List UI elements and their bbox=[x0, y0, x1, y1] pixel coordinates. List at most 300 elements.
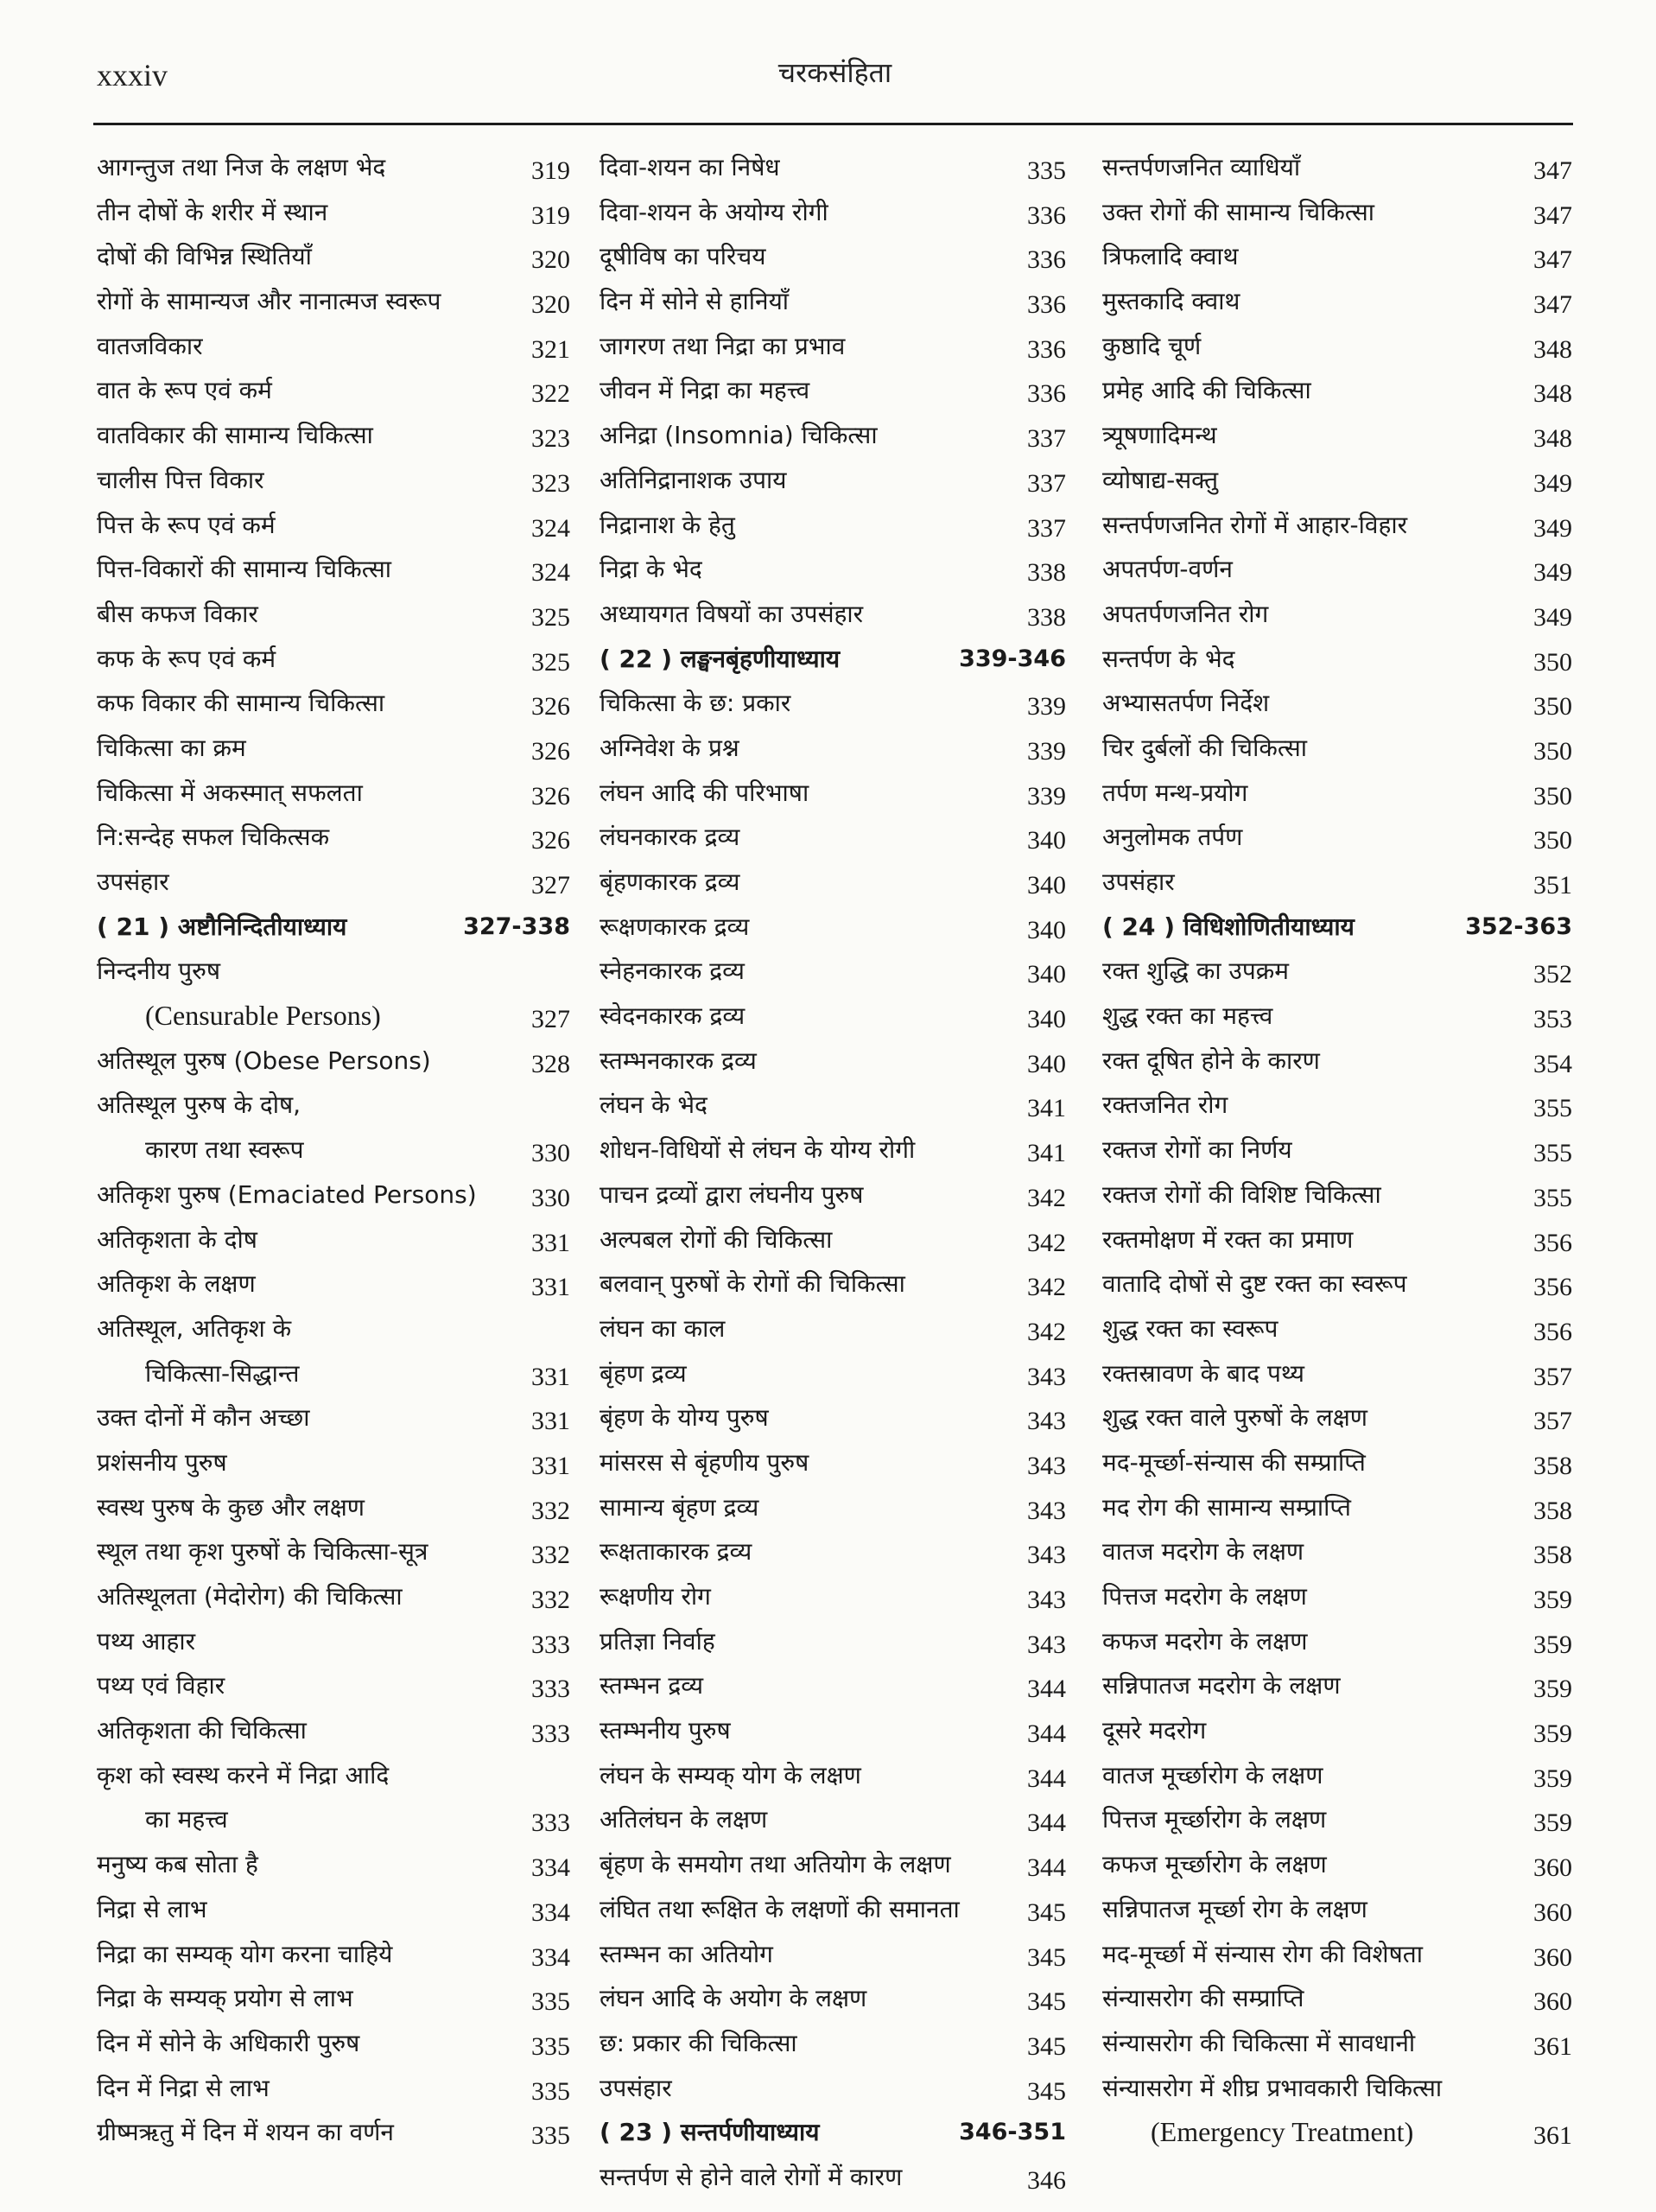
entry-page-number: 337 bbox=[1027, 424, 1066, 454]
toc-entry bbox=[600, 1083, 1066, 1128]
entry-title: पित्तज मूर्च्छारोग के लक्षण bbox=[1102, 1805, 1327, 1834]
entry-title: दिवा-शयन का निषेध bbox=[600, 153, 780, 181]
entry-title: दोषों की विभिन्न स्थितियाँ bbox=[97, 242, 312, 271]
entry-page-number: 344 bbox=[1027, 1853, 1066, 1883]
toc-entry bbox=[97, 368, 570, 413]
entry-title: अतिकृशता की चिकित्सा bbox=[97, 1716, 307, 1745]
entry-title: निद्रा के भेद bbox=[600, 555, 702, 584]
entry-page-number: 344 bbox=[1027, 1675, 1066, 1704]
toc-entry bbox=[600, 1619, 1066, 1664]
toc-entry bbox=[600, 949, 1066, 994]
entry-page-number: 326 bbox=[531, 826, 570, 855]
entry-page-number: 322 bbox=[531, 379, 570, 409]
entry-title: अतिनिद्रानाशक उपाय bbox=[600, 465, 787, 494]
entry-page-number: 337 bbox=[1027, 468, 1066, 498]
toc-entry bbox=[97, 503, 570, 548]
entry-title: त्रिफलादि क्वाथ bbox=[1102, 242, 1239, 271]
entry-title: बृंहण के योग्य पुरुष bbox=[600, 1403, 769, 1433]
entry-page-number: 355 bbox=[1533, 1094, 1572, 1123]
entry-title: मनुष्य कब सोता है bbox=[97, 1850, 258, 1879]
entry-page-number: 332 bbox=[531, 1586, 570, 1614]
chapter-title: ( 24 ) विधिशोणितीयाध्याय bbox=[1102, 912, 1355, 941]
entry-page-number: 352 bbox=[1533, 960, 1572, 989]
page-header bbox=[97, 43, 1573, 99]
entry-title: आगन्तुज तथा निज के लक्षण भेद bbox=[97, 153, 386, 181]
toc-entry bbox=[600, 1440, 1066, 1485]
entry-title: चिकित्सा-सिद्धान्त bbox=[145, 1358, 300, 1388]
entry-title: रूक्षणीय रोग bbox=[600, 1582, 711, 1611]
toc-entry bbox=[97, 1217, 570, 1262]
toc-entry bbox=[600, 1485, 1066, 1530]
entry-page-number: 348 bbox=[1533, 424, 1572, 454]
entry-title: वातज मूर्च्छारोग के लक्षण bbox=[1102, 1760, 1323, 1789]
entry-title: कफज मदरोग के लक्षण bbox=[1102, 1626, 1308, 1656]
entry-title: वात के रूप एवं कर्म bbox=[97, 376, 272, 405]
entry-page-number: 331 bbox=[531, 1407, 570, 1436]
entry-page-number: 350 bbox=[1533, 647, 1572, 677]
toc-entry bbox=[600, 279, 1066, 324]
chapter-page-range: 339-346 bbox=[959, 645, 1066, 672]
entry-title: दिन में सोने के अधिकारी पुरुष bbox=[97, 2028, 360, 2057]
entry-title: अतिस्थूल पुरुष (Obese Persons) bbox=[97, 1046, 431, 1075]
toc-column-3 bbox=[1102, 145, 1572, 2202]
entry-page-number: 342 bbox=[1027, 1183, 1066, 1212]
toc-entry bbox=[1102, 1574, 1572, 1619]
chapter-page-range: 327-338 bbox=[463, 912, 570, 940]
entry-page-number: 340 bbox=[1027, 960, 1066, 989]
entry-title: शुद्ध रक्त वाले पुरुषों के लक्षण bbox=[1102, 1403, 1368, 1433]
entry-title: शोधन-विधियों से लंघन के योग्य रोगी bbox=[600, 1135, 916, 1165]
entry-page-number: 330 bbox=[531, 1139, 570, 1168]
toc-entry bbox=[97, 1395, 570, 1440]
toc-entry bbox=[1102, 1395, 1572, 1440]
entry-page-number: 359 bbox=[1533, 1586, 1572, 1614]
entry-title: प्रतिज्ञा निर्वाह bbox=[600, 1626, 715, 1656]
entry-page-number: 334 bbox=[531, 1942, 570, 1972]
entry-page-number: 344 bbox=[1027, 1764, 1066, 1793]
toc-entry bbox=[1102, 860, 1572, 905]
toc-entry bbox=[1102, 1128, 1572, 1173]
toc-entry bbox=[97, 1039, 570, 1084]
entry-title: सन्निपातज मूर्च्छा रोग के लक्षण bbox=[1102, 1894, 1367, 1923]
entry-page-number: 326 bbox=[531, 736, 570, 766]
entry-page-number: 348 bbox=[1533, 379, 1572, 409]
toc-entry bbox=[600, 771, 1066, 816]
entry-title: निद्रा का सम्यक् योग करना चाहिये bbox=[97, 1939, 393, 1968]
toc-entry bbox=[97, 592, 570, 637]
running-title: चरकसंहिता bbox=[777, 56, 892, 89]
entry-title: रक्तमोक्षण में रक्त का प्रमाण bbox=[1102, 1224, 1354, 1254]
toc-entry bbox=[1102, 1753, 1572, 1798]
entry-page-number: 345 bbox=[1027, 1987, 1066, 2017]
entry-title: मुस्तकादि क्वाथ bbox=[1102, 287, 1240, 316]
entry-page-number: 350 bbox=[1533, 736, 1572, 766]
entry-title: वातविकार की सामान्य चिकित्सा bbox=[97, 421, 373, 450]
entry-page-number: 343 bbox=[1027, 1586, 1066, 1614]
entry-page-number: 333 bbox=[531, 1719, 570, 1749]
toc-entry bbox=[600, 1976, 1066, 2021]
entry-page-number: 345 bbox=[1027, 1897, 1066, 1927]
entry-title: सन्तर्पण से होने वाले रोगों में कारण bbox=[600, 2162, 903, 2191]
entry-title: स्तम्भन द्रव्य bbox=[600, 1671, 704, 1700]
entry-page-number: 343 bbox=[1027, 1630, 1066, 1659]
toc-entry bbox=[1102, 234, 1572, 279]
toc-entry bbox=[1102, 1842, 1572, 1887]
entry-title: दूसरे मदरोग bbox=[1102, 1716, 1207, 1745]
toc-entry bbox=[600, 905, 1066, 950]
entry-title: संन्यासरोग की सम्प्राप्ति bbox=[1102, 1984, 1304, 2013]
entry-title: अतिकृश के लक्षण bbox=[97, 1269, 256, 1299]
entry-page-number: 335 bbox=[531, 2121, 570, 2151]
entry-title: रूक्षताकारक द्रव्य bbox=[600, 1537, 752, 1567]
entry-title: अध्यायगत विषयों का उपसंहार bbox=[600, 599, 864, 628]
entry-title: दिन में सोने से हानियाँ bbox=[600, 287, 790, 316]
entry-title: दिवा-शयन के अयोग्य रोगी bbox=[600, 197, 828, 226]
toc-entry bbox=[97, 1262, 570, 1306]
toc-entry bbox=[1102, 637, 1572, 682]
entry-title: ग्रीष्मऋतु में दिन में शयन का वर्णन bbox=[97, 2118, 394, 2147]
toc-entry bbox=[97, 994, 570, 1039]
chapter-title: ( 21 ) अष्टौनिन्दितीयाध्याय bbox=[97, 912, 347, 941]
entry-page-number: 326 bbox=[531, 781, 570, 810]
entry-title: अनिद्रा (Insomnia) चिकित्सा bbox=[600, 421, 878, 450]
toc-entry bbox=[97, 1619, 570, 1664]
toc-entry bbox=[600, 1351, 1066, 1396]
toc-entry bbox=[600, 145, 1066, 190]
toc-entry bbox=[1102, 2066, 1572, 2111]
entry-page-number: 358 bbox=[1533, 1541, 1572, 1570]
entry-page-number: 358 bbox=[1533, 1451, 1572, 1480]
entry-page-number: 325 bbox=[531, 602, 570, 632]
entry-page-number: 331 bbox=[531, 1228, 570, 1257]
toc-entry bbox=[1102, 503, 1572, 548]
entry-page-number: 349 bbox=[1533, 468, 1572, 498]
toc-entry bbox=[97, 771, 570, 816]
entry-page-number: 321 bbox=[531, 334, 570, 364]
entry-page-number: 334 bbox=[531, 1853, 570, 1883]
toc-entry bbox=[1102, 1440, 1572, 1485]
chapter-heading bbox=[600, 2110, 1066, 2155]
toc-entry bbox=[1102, 547, 1572, 592]
toc-entry bbox=[97, 1485, 570, 1530]
entry-page-number: 357 bbox=[1533, 1362, 1572, 1391]
entry-title: नि:सन्देह सफल चिकित्सक bbox=[97, 823, 330, 852]
entry-title: अनुलोमक तर्पण bbox=[1102, 823, 1243, 852]
entry-page-number: 338 bbox=[1027, 558, 1066, 588]
entry-title: चिकित्सा के छ: प्रकार bbox=[600, 689, 791, 718]
entry-page-number: 323 bbox=[531, 424, 570, 454]
entry-page-number: 335 bbox=[531, 2031, 570, 2061]
entry-page-number: 343 bbox=[1027, 1362, 1066, 1391]
entry-page-number: 319 bbox=[531, 156, 570, 185]
toc-entry bbox=[600, 1932, 1066, 1977]
entry-title: लंघन के सम्यक् योग के लक्षण bbox=[600, 1760, 861, 1789]
entry-title: वातजविकार bbox=[97, 331, 203, 360]
toc-entry bbox=[97, 1351, 570, 1396]
entry-page-number: 331 bbox=[531, 1273, 570, 1302]
chapter-heading bbox=[97, 905, 570, 950]
toc-entry bbox=[1102, 1262, 1572, 1306]
entry-page-number: 338 bbox=[1027, 602, 1066, 632]
entry-title: मांसरस से बृंहणीय पुरुष bbox=[600, 1447, 809, 1477]
entry-title: कफज मूर्च्छारोग के लक्षण bbox=[1102, 1850, 1327, 1879]
toc-entry bbox=[1102, 1083, 1572, 1128]
toc-entry bbox=[97, 1976, 570, 2021]
entry-page-number: 347 bbox=[1533, 200, 1572, 230]
header-rule bbox=[93, 123, 1573, 125]
entry-page-number: 360 bbox=[1533, 1942, 1572, 1972]
chapter-page-range: 352-363 bbox=[1465, 912, 1572, 940]
entry-page-number: 336 bbox=[1027, 379, 1066, 409]
toc-column-2 bbox=[600, 145, 1066, 2202]
entry-title: सन्तर्पणजनित रोगों में आहार-विहार bbox=[1102, 510, 1408, 539]
entry-page-number: 336 bbox=[1027, 290, 1066, 320]
toc-entry bbox=[600, 458, 1066, 503]
toc-entry bbox=[600, 592, 1066, 637]
toc-entry bbox=[97, 2066, 570, 2111]
entry-title: बृंहण द्रव्य bbox=[600, 1358, 687, 1388]
entry-page-number: 326 bbox=[531, 692, 570, 721]
entry-page-number: 323 bbox=[531, 468, 570, 498]
entry-page-number: 340 bbox=[1027, 871, 1066, 899]
entry-page-number: 331 bbox=[531, 1362, 570, 1391]
toc-entry bbox=[600, 860, 1066, 905]
toc-entry bbox=[1102, 1306, 1572, 1351]
toc-entry bbox=[600, 2155, 1066, 2200]
entry-page-number: 346 bbox=[1027, 2165, 1066, 2195]
toc-entry bbox=[600, 1039, 1066, 1084]
entry-page-number: 343 bbox=[1027, 1451, 1066, 1480]
toc-entry bbox=[97, 1529, 570, 1574]
toc-entry bbox=[97, 1173, 570, 1217]
toc-entry bbox=[600, 368, 1066, 413]
toc-entry bbox=[1102, 1976, 1572, 2021]
toc-entry bbox=[97, 279, 570, 324]
entry-page-number: 324 bbox=[531, 513, 570, 543]
entry-title: वातादि दोषों से दुष्ट रक्त का स्वरूप bbox=[1102, 1269, 1407, 1299]
chapter-title: ( 22 ) लङ्घनबृंहणीयाध्याय bbox=[600, 644, 841, 673]
entry-title: दूषीविष का परिचय bbox=[600, 242, 766, 271]
entry-page-number: 356 bbox=[1533, 1273, 1572, 1302]
toc-entry bbox=[600, 2066, 1066, 2111]
entry-title: पथ्य आहार bbox=[97, 1626, 196, 1656]
entry-title: कृश को स्वस्थ करने में निद्रा आदि bbox=[97, 1760, 390, 1789]
entry-page-number: 359 bbox=[1533, 1764, 1572, 1793]
entry-title: छ: प्रकार की चिकित्सा bbox=[600, 2028, 797, 2057]
toc-entry bbox=[600, 726, 1066, 771]
entry-title: स्थूल तथा कृश पुरुषों के चिकित्सा-सूत्र bbox=[97, 1537, 428, 1567]
toc-entry bbox=[600, 547, 1066, 592]
entry-title: दिन में निद्रा से लाभ bbox=[97, 2073, 270, 2102]
toc-entry bbox=[97, 1574, 570, 1619]
entry-title: मद रोग की सामान्य सम्प्राप्ति bbox=[1102, 1492, 1351, 1522]
toc-entry bbox=[1102, 1932, 1572, 1977]
toc-entry bbox=[600, 1529, 1066, 1574]
toc-entry bbox=[1102, 1217, 1572, 1262]
entry-page-number: 359 bbox=[1533, 1719, 1572, 1749]
toc-entry bbox=[1102, 1797, 1572, 1842]
entry-page-number: 344 bbox=[1027, 1808, 1066, 1838]
entry-page-number: 343 bbox=[1027, 1496, 1066, 1525]
entry-title: बलवान् पुरुषों के रोगों की चिकित्सा bbox=[600, 1269, 905, 1299]
toc-entry bbox=[600, 1842, 1066, 1887]
toc-entry bbox=[97, 2021, 570, 2066]
toc-entry bbox=[1102, 1708, 1572, 1753]
toc-entry bbox=[97, 726, 570, 771]
entry-title: जीवन में निद्रा का महत्त्व bbox=[600, 376, 810, 405]
entry-page-number: 354 bbox=[1533, 1049, 1572, 1078]
entry-title: अभ्यासतर्पण निर्देश bbox=[1102, 689, 1270, 718]
entry-page-number: 332 bbox=[531, 1496, 570, 1525]
entry-title: चिकित्सा का क्रम bbox=[97, 733, 246, 762]
entry-page-number: 334 bbox=[531, 1897, 570, 1927]
toc-entry bbox=[600, 413, 1066, 458]
entry-page-number: 360 bbox=[1533, 1897, 1572, 1927]
entry-title: रूक्षणकारक द्रव्य bbox=[600, 912, 750, 941]
toc-entry bbox=[97, 1932, 570, 1977]
entry-page-number: 349 bbox=[1533, 513, 1572, 543]
toc-entry bbox=[1102, 413, 1572, 458]
entry-title: जागरण तथा निद्रा का प्रभाव bbox=[600, 331, 846, 360]
toc-entry bbox=[600, 1395, 1066, 1440]
entry-page-number: 327 bbox=[531, 1005, 570, 1034]
entry-page-number: 340 bbox=[1027, 826, 1066, 855]
toc-entry bbox=[97, 145, 570, 190]
entry-title: अल्पबल रोगों की चिकित्सा bbox=[600, 1224, 833, 1254]
entry-page-number: 343 bbox=[1027, 1407, 1066, 1436]
entry-title: रोगों के सामान्यज और नानात्मज स्वरूप bbox=[97, 287, 441, 316]
toc-entry bbox=[1102, 994, 1572, 1039]
entry-title: तर्पण मन्थ-प्रयोग bbox=[1102, 778, 1248, 807]
toc-entry bbox=[97, 1753, 570, 1798]
toc-entry bbox=[97, 1887, 570, 1932]
toc-entry bbox=[97, 681, 570, 726]
toc-entry bbox=[600, 1173, 1066, 1217]
toc-entry bbox=[600, 234, 1066, 279]
entry-title: अतिस्थूलता (मेदोरोग) की चिकित्सा bbox=[97, 1582, 403, 1611]
entry-page-number: 361 bbox=[1533, 2121, 1572, 2151]
entry-title: सन्तर्पण के भेद bbox=[1102, 644, 1235, 673]
toc-entry bbox=[97, 1083, 570, 1128]
toc-entry bbox=[1102, 458, 1572, 503]
entry-title: लंघनकारक द्रव्य bbox=[600, 823, 740, 852]
toc-entry bbox=[600, 994, 1066, 1039]
entry-title: लंघन का काल bbox=[600, 1313, 726, 1343]
entry-page-number: 342 bbox=[1027, 1228, 1066, 1257]
toc-entry bbox=[1102, 190, 1572, 235]
toc-entry bbox=[1102, 2110, 1572, 2155]
entry-title: व्योषाद्य-सक्तु bbox=[1102, 465, 1219, 494]
entry-title: स्नेहनकारक द्रव्य bbox=[600, 957, 745, 986]
toc-entry bbox=[1102, 592, 1572, 637]
toc-entry bbox=[97, 458, 570, 503]
entry-page-number: 347 bbox=[1533, 245, 1572, 275]
entry-title: पथ्य एवं विहार bbox=[97, 1671, 225, 1700]
entry-page-number: 358 bbox=[1533, 1496, 1572, 1525]
toc-entry bbox=[1102, 815, 1572, 860]
toc-entry bbox=[600, 190, 1066, 235]
entry-title: रक्तज रोगों की विशिष्ट चिकित्सा bbox=[1102, 1179, 1381, 1209]
entry-page-number: 345 bbox=[1027, 2076, 1066, 2106]
toc-entry bbox=[1102, 145, 1572, 190]
entry-page-number: 345 bbox=[1027, 1942, 1066, 1972]
toc-entry bbox=[600, 1128, 1066, 1173]
entry-page-number: 348 bbox=[1533, 334, 1572, 364]
entry-title: पाचन द्रव्यों द्वारा लंघनीय पुरुष bbox=[600, 1179, 864, 1209]
entry-title: चालीस पित्त विकार bbox=[97, 465, 264, 494]
toc-entry bbox=[600, 1217, 1066, 1262]
entry-title: अतिस्थूल पुरुष के दोष, bbox=[97, 1090, 301, 1120]
entry-page-number: 349 bbox=[1533, 602, 1572, 632]
toc-entry bbox=[600, 1753, 1066, 1798]
entry-title: निद्रानाश के हेतु bbox=[600, 510, 735, 539]
entry-title: चिकित्सा में अकस्मात् सफलता bbox=[97, 778, 363, 807]
entry-title: (Censurable Persons) bbox=[145, 1000, 381, 1032]
entry-title: संन्यासरोग की चिकित्सा में सावधानी bbox=[1102, 2028, 1416, 2057]
entry-title: रक्तजनित रोग bbox=[1102, 1090, 1228, 1120]
entry-page-number: 350 bbox=[1533, 692, 1572, 721]
entry-title: कफ के रूप एवं कर्म bbox=[97, 644, 276, 673]
entry-page-number: 339 bbox=[1027, 692, 1066, 721]
entry-page-number: 356 bbox=[1533, 1228, 1572, 1257]
entry-title: स्तम्भन का अतियोग bbox=[600, 1939, 773, 1968]
entry-page-number: 320 bbox=[531, 290, 570, 320]
toc-entry bbox=[1102, 949, 1572, 994]
entry-title: प्रमेह आदि की चिकित्सा bbox=[1102, 376, 1311, 405]
toc-entry bbox=[1102, 681, 1572, 726]
toc-entry bbox=[97, 234, 570, 279]
toc-entry bbox=[600, 2021, 1066, 2066]
entry-page-number: 355 bbox=[1533, 1183, 1572, 1212]
entry-title: वातज मदरोग के लक्षण bbox=[1102, 1537, 1304, 1567]
entry-title: पित्त के रूप एवं कर्म bbox=[97, 510, 276, 539]
toc-entry bbox=[1102, 771, 1572, 816]
toc-entry bbox=[97, 1128, 570, 1173]
entry-page-number: 359 bbox=[1533, 1808, 1572, 1838]
entry-page-number: 345 bbox=[1027, 2031, 1066, 2061]
toc-entry bbox=[1102, 1663, 1572, 1708]
entry-page-number: 347 bbox=[1533, 290, 1572, 320]
entry-title: मद-मूर्च्छा-संन्यास की सम्प्राप्ति bbox=[1102, 1447, 1366, 1477]
entry-page-number: 357 bbox=[1533, 1407, 1572, 1436]
entry-title: मद-मूर्च्छा में संन्यास रोग की विशेषता bbox=[1102, 1939, 1423, 1968]
entry-title: सन्तर्पणजनित व्याधियाँ bbox=[1102, 153, 1301, 181]
entry-page-number: 356 bbox=[1533, 1317, 1572, 1346]
entry-page-number: 325 bbox=[531, 647, 570, 677]
entry-page-number: 341 bbox=[1027, 1139, 1066, 1168]
entry-page-number: 351 bbox=[1533, 871, 1572, 899]
toc-entry bbox=[600, 1306, 1066, 1351]
entry-title: का महत्त्व bbox=[145, 1805, 228, 1834]
entry-title: सन्निपातज मदरोग के लक्षण bbox=[1102, 1671, 1341, 1700]
entry-page-number: 330 bbox=[531, 1183, 570, 1212]
entry-title: लंघन के भेद bbox=[600, 1090, 707, 1120]
entry-page-number: 320 bbox=[531, 245, 570, 275]
toc-entry bbox=[97, 413, 570, 458]
entry-page-number: 360 bbox=[1533, 1987, 1572, 2017]
entry-title: शुद्ध रक्त का महत्त्व bbox=[1102, 1001, 1273, 1031]
toc-entry bbox=[600, 1887, 1066, 1932]
toc-entry bbox=[600, 1574, 1066, 1619]
toc-entry bbox=[1102, 1351, 1572, 1396]
toc-entry bbox=[97, 1842, 570, 1887]
entry-page-number: 353 bbox=[1533, 1005, 1572, 1034]
entry-page-number: 335 bbox=[531, 2076, 570, 2106]
toc-entry bbox=[97, 1663, 570, 1708]
toc-entry bbox=[1102, 368, 1572, 413]
entry-page-number: 319 bbox=[531, 200, 570, 230]
entry-page-number: 342 bbox=[1027, 1273, 1066, 1302]
